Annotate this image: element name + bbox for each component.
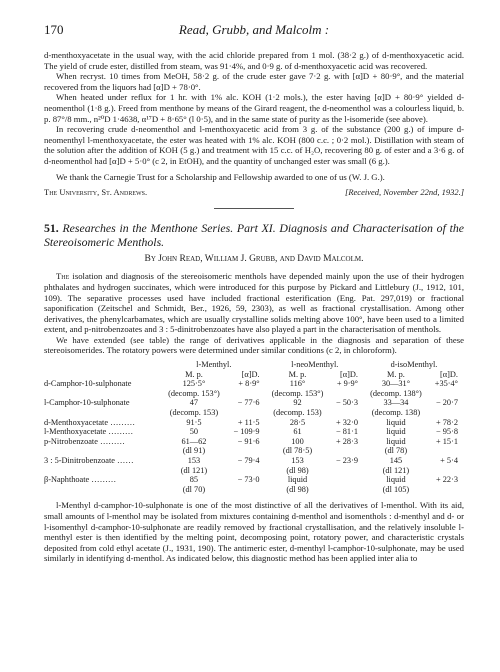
table-cell: − 79·4 [237,456,260,465]
table-cell: liquid [386,475,406,485]
table-cell [428,408,464,418]
table-cell: − 77·6 [237,398,260,408]
paragraph: In recovering crude d-neomenthol and l-menthoxyacetic acid from 3 g. of the substance (200 g.) of impure d-neomenthyl l-menthoxyacetate, the ester was heated with 1% alc. KOH (800 c.c. ; 0·2 mol.). Distillation with steam of the solution after the addition of KOH (5 g.) and treatment with 15 c.c. of H₂O, recovering 80 g. of ester and a 3·6 g. of d-neomenthol had [α]D + 5·0° (c 2, in EtOH), and the quantity of unchanged ester was small (6 g.). [44,124,464,166]
table-cell: 92 [293,398,302,408]
table-cell [226,466,266,476]
table-cell [226,408,266,418]
table-cell [428,446,464,456]
table-row [44,456,464,466]
paragraph: When heated under reflux for 1 hr. with 1% alc. KOH (1·2 mols.), the ester having [α]D + 80·9° yielded d-neomenthol (1·8 g.). Freed from menthone by means of the Girard reagent, the d-neomenthol was a colourless liquid, b. p. 87°/8 mm., n²⁰D 1·4638, α¹⁷D + 8·65° (l 0·5), and in the same state of purity as the l-isomeride (see above). [44,92,464,124]
table-cell [226,446,266,456]
table-row [44,466,464,476]
table-cell [329,475,364,485]
table-cell [329,446,364,456]
table-cell: + 15·1 [436,436,458,446]
table-cell: − 91·6 [237,436,260,446]
paragraph: When recryst. 10 times from MeOH, 58·2 g. of the crude ester gave 7·2 g. with [α]D + 80·9°, and the material recovered from the liquors had [α]D + 78·0°. [44,71,464,92]
paragraph [44,271,464,335]
table-cell [329,466,364,476]
table-cell: 91·5 [186,417,202,427]
section-divider [214,208,294,209]
table-cell: (dl 98) [286,465,309,475]
table-cell: (decomp. 153) [169,408,219,418]
table-group-header [44,360,464,370]
table-cell: 125·5° [182,379,206,389]
table-cell: 33—34 [383,398,409,408]
paragraph: d-menthoxyacetate in the usual way, with the acid chloride prepared from 1 mol. (38·2 g.) of d-menthoxyacetic acid. The yield of crude ester, distilled from steam, was 91·4%, and 0·9 g. of d-menthoxyacetic acid was recovered. [44,50,464,71]
table-cell: − 23·9 [336,456,358,465]
table-cell [226,389,266,399]
page-number: 170 [44,22,64,37]
row-label [44,389,162,399]
table-cell [428,389,464,399]
table-row [44,408,464,418]
table-cell: liquid [287,475,308,485]
table-cell: 61 [293,427,302,437]
table-cell: (dl 121) [180,465,208,475]
row-label [44,466,162,476]
table-row [44,485,464,495]
table-column-header: M. p. [288,369,307,379]
row-label [44,446,162,456]
table-row [44,418,464,428]
table-cell: − 50·3 [336,398,358,408]
table-cell: + 28·3 [336,436,358,446]
table-row [44,379,464,389]
paragraph: We have extended (see table) the range of derivatives applicable in the diagnosis and separation of these stereoisomerides. The rotatory powers were determined under similar conditions (c 2, in chloroform). [44,334,464,356]
table-row [44,446,464,456]
table-cell: − 95·8 [436,427,458,437]
table-cell: + 9·9° [336,379,358,389]
table-cell: + 22·3 [436,475,458,485]
table-cell: liquid [386,427,406,437]
row-label: l-Menthoxyacetate ……… [44,427,134,437]
table-cell: + 78·2 [436,417,458,427]
table-cell: (dl 98) [286,484,309,494]
table-cell: (decomp. 153°) [271,388,324,398]
row-label: p-Nitrobenzoate ……… [44,436,125,446]
table-cell [329,408,364,418]
table-cell: 116° [289,379,306,389]
table-column-header: M. p. [387,369,405,379]
table-cell: 153 [291,456,304,465]
table-cell: + 11·5 [237,417,260,427]
table-row [44,389,464,399]
article-title-text: Researches in the Menthone Series. Part XI. Diagnosis and Characterisation of the Stereoisomeric Menthols. [44,220,464,249]
table-cell: (dl 105) [382,484,410,494]
table-cell: + 5·4 [440,456,458,465]
table-group-label: l-Menthyl. [196,360,232,370]
table-cell: +35·4° [434,379,458,389]
table-row [44,427,464,437]
table-cell: (dl 91) [182,446,206,456]
table-cell: − 109·9 [233,427,260,437]
table-cell: 30—31° [381,379,411,389]
row-label [44,485,162,495]
table-cell: 50 [189,427,199,437]
lead-word: The [56,271,70,282]
table-cell [226,485,266,495]
row-label [44,408,162,418]
table-cell: (decomp. 153°) [168,388,220,398]
affiliation: The University, St. Andrews. [44,187,148,198]
table-group-label: d-isoMenthyl. [390,360,438,370]
row-label: 3 : 5-Dinitrobenzoate …… [44,456,134,465]
table-cell: 145 [389,456,403,465]
table-group-label: l-neoMenthyl. [291,360,339,370]
table-cell: 61—62 [181,436,207,446]
table-cell: (dl 70) [182,484,206,494]
table-column-header: M. p. [185,369,203,379]
article-title [44,221,464,249]
table-cell: liquid [386,436,406,446]
table-row [44,398,464,408]
table-column-header: [α]D. [340,369,358,379]
table-cell: + 8·9° [238,379,260,389]
received-date: [Received, November 22nd, 1932.] [345,187,464,198]
table-cell: 47 [189,398,199,408]
paragraph: l-Menthyl d-camphor-10-sulphonate is one of the most distinctive of all the derivatives of l-menthol. With its aid, small amounts of l-menthol may be isolated from mixtures containing d-menthol and isomenthols : d-menthyl and d- or l-isomenthyl d-camphor-10-sulphonate are readily removed by fractional crystallisation, and the relatively insoluble l-menthyl ester is then identified by the melting point, decomposing point, rotatory power, and characteristic crystals deposited from cold ethyl acetate (J., 1931, 190). The antimeric ester, d-menthyl l-camphor-10-sulphonate, may be used similarly in identifying d-menthol. As indicated below, this diagnostic method has been applied inter alia to [44,500,464,564]
table-cell: 28·5 [289,417,306,427]
table-row [44,437,464,447]
acknowledgement: We thank the Carnegie Trust for a Scholarship and Fellowship awarded to one of us (W. J. G.). [56,171,385,182]
table-row [44,475,464,485]
authors: By John Read, William J. Grubb, and David Malcolm. [144,253,364,264]
table-cell: 100 [291,436,304,446]
table-cell: 85 [189,475,199,485]
table-cell: 153 [187,456,201,465]
table-cell: − 20·7 [436,398,458,408]
page-header [44,22,464,40]
paragraph-text: isolation and diagnosis of the stereoisomeric menthols have depended mainly upon the use of their hydrogen phthalates and hydrogen succinates, which were introduced for this purpose by Pickard and Littlebury (J., 1912, 101, 109). The separative processes used have included fractional esterification (Eng. Pat. 297,019) or fractional saponification (Zeitschel and Schmidt, Ber., 1926, 59, 2303), as well as fractional crystallisation. Among other derivatives, the phenylcarbamates, which are usually crystalline solids melting above 100°, have been used to a limited extent, and p-nitrobenzoates and 3 : 5-dinitrobenzoates have also played a part in the characterisation of menthols. [44,271,464,335]
running-title: Read, Grubb, and Malcolm : [178,22,330,37]
table-cell: (dl 78) [384,446,408,456]
table-cell [428,466,464,476]
table-cell: + 32·0 [336,417,358,427]
table-cell: (decomp. 138°) [370,388,422,398]
table-cell: (dl 78·5) [282,446,313,456]
table-cell: (decomp. 153) [273,408,322,418]
row-label: d-Camphor-10-sulphonate [44,379,132,389]
row-label: l-Camphor-10-sulphonate [44,398,130,408]
table-cell: − 81·1 [336,427,358,437]
table-cell: (dl 121) [382,465,410,475]
row-label: β-Naphthoate ……… [44,475,117,485]
article-number: 51. [44,220,59,235]
table-cell: (decomp. 138) [371,408,421,418]
table-cell [329,485,364,495]
derivatives-table [44,360,464,494]
affiliation-line [44,187,464,198]
table-subheader [44,370,464,380]
table-cell: liquid [386,417,406,427]
table-column-header: [α]D. [241,369,260,379]
table-column-header: [α]D. [440,369,458,379]
row-label: d-Menthoxyacetate ……… [44,417,136,427]
table-cell: − 73·0 [237,475,260,485]
table-cell [329,389,364,399]
table-cell [428,485,464,495]
page-body [44,50,464,564]
